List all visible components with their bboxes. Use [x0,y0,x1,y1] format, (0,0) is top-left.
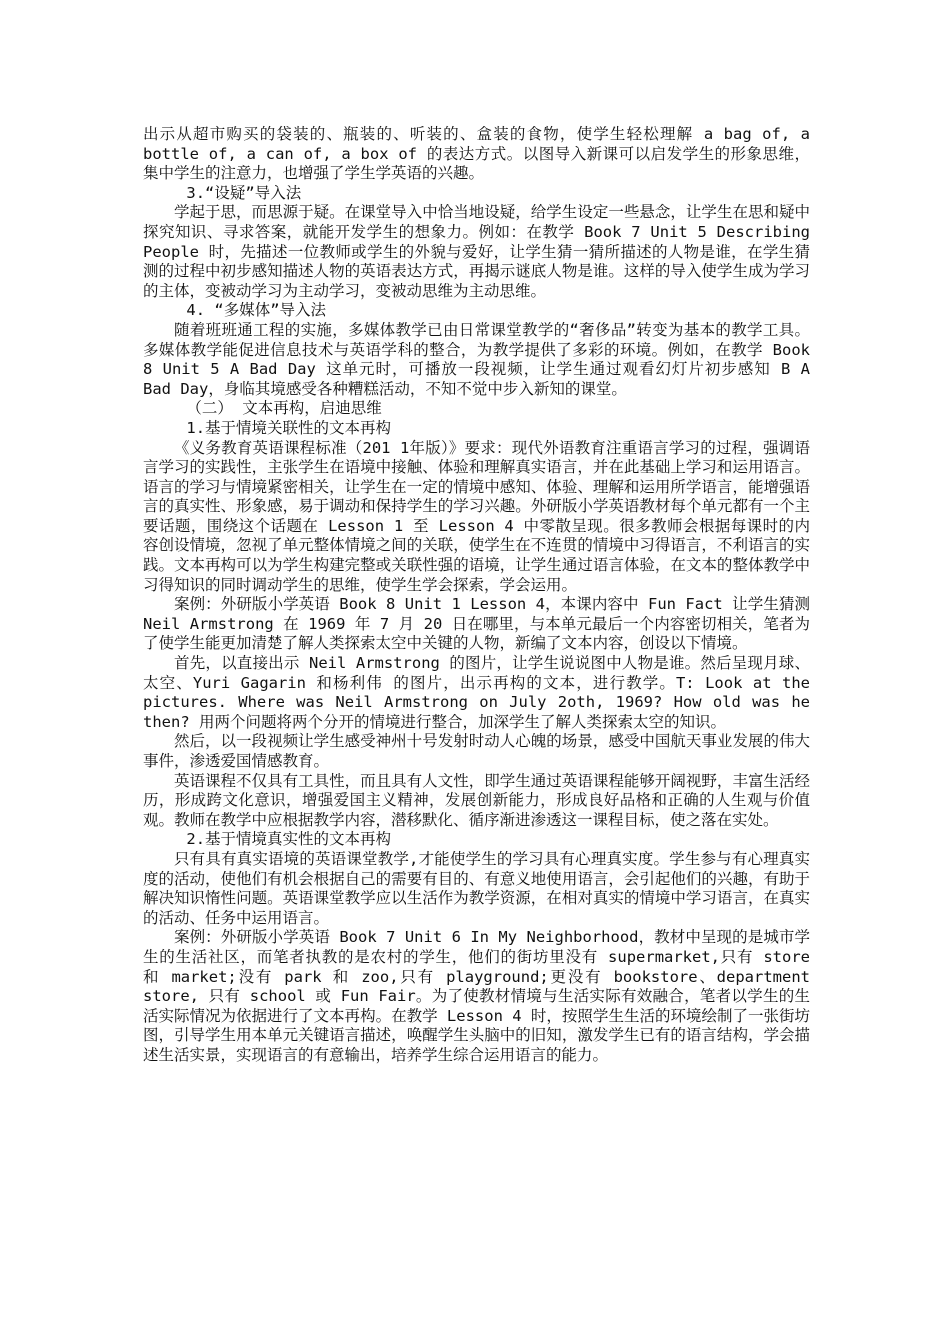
heading-context-relevance: 1.基于情境关联性的文本再构 [186,418,392,437]
heading-multimedia-method: 4. “多媒体”导入法 [186,301,327,320]
document-body [143,125,810,1066]
paragraph-authentic-context: 只有具有真实语境的英语课堂教学,才能使学生的学习具有心理真实度。学生参与有心理真实度的活动，使他们有机会根据自己的需要有目的、有意义地使用语言，会引起他们的兴趣，有助于解决知识惰性问题。英语课堂教学应以生活作为教学资源，在相对真实的情境中学习语言，在真实的活动、任务中运用语言。 [143,849,810,927]
heading-text-reconstruction: （二） 文本再构，启迪思维 [186,399,382,418]
paragraph-case-neighborhood: 案例：外研版小学英语 Book 7 Unit 6 In My Neighborhood，教材中呈现的是城市学生的生活社区，而笔者执教的是农村的学生，他们的街坊里没有 supermarket,只有 store 和 market;没有 park 和 zoo,只有 playground;更没有 bookstore、department store, 只有 school 或 Fun Fair。为了使教材情境与生活实际有效融合，笔者以学生的生活实际情况为依据进行了文本再构。在教学 Lesson 4 时，按照学生生活的环境绘制了一张街坊图，引导学生用本单元关键语言描述，唤醒学生头脑中的旧知，激发学生已有的语言结构，学会描述生活实景，实现语言的有意输出，培养学生综合运用语言的能力。 [143,928,810,1064]
paragraph-then-video: 然后，以一段视频让学生感受神州十号发射时动人心魄的场景，感受中国航天事业发展的伟大事件，渗透爱国情感教育。 [143,732,810,770]
paragraph-humanistic: 英语课程不仅具有工具性，而且具有人文性，即学生通过英语课程能够开阔视野，丰富生活经历，形成跨文化意识，增强爱国主义精神，发展创新能力，形成良好品格和正确的人生观与价值观。教师在教学中应根据教学内容，潜移默化、循序渐进渗透这一课程目标，使之落在实处。 [143,771,810,829]
heading-questioning-method: 3.“设疑”导入法 [186,183,302,202]
paragraph-first-step: 首先，以直接出示 Neil Armstrong 的图片，让学生说说图中人物是谁。然后呈现月球、太空、Yuri Gagarin 和杨利伟 的图片，出示再构的文本，进行教学。T: Look at the pictures. Where was Neil Armstrong on July 2oth, 1969? How old was he then? 用两个问题将两个分开的情境进行整合，加深学生了解人类探索太空的知识。 [143,654,810,731]
paragraph-intro-continued: 出示从超市购买的袋装的、瓶装的、听装的、盒装的食物，使学生轻松理解 a bag of, a bottle of, a can of, a box of 的表达方式。以图导入新课可以启发学生的形象思维，集中学生的注意力，也增强了学生学英语的兴趣。 [143,125,810,183]
heading-context-authenticity: 2.基于情境真实性的文本再构 [186,830,392,849]
paragraph-case-armstrong: 案例：外研版小学英语 Book 8 Unit 1 Lesson 4，本课内容中 Fun Fact 让学生猜测 Neil Armstrong 在 1969 年 7 月 20 日在哪里，与本单元最后一个内容密切相关，笔者为了使学生能更加清楚了解人类探索太空中关键的人物，新编了文本内容，创设以下情境。 [143,595,810,653]
paragraph-multimedia: 随着班班通工程的实施，多媒体教学已由日常课堂教学的“奢侈品”转变为基本的教学工具。多媒体教学能促进信息技术与英语学科的整合，为教学提供了多彩的环境。例如，在教学 Book 8 Unit 5 A Bad Day 这单元时，可播放一段视频，让学生通过观看幻灯片初步感知 B A Bad Day，身临其境感受各种糟糕活动，不知不觉中步入新知的课堂。 [143,320,810,398]
paragraph-curriculum-standard: 《义务教育英语课程标准（201 1年版）》要求：现代外语教育注重语言学习的过程，强调语言学习的实践性，主张学生在语境中接触、体验和理解真实语言，并在此基础上学习和运用语言。语言的学习与情境紧密相关，让学生在一定的情境中感知、体验、理解和运用所学语言，能增强语言的真实性、形象感，易于调动和保持学生的学习兴趣。外研版小学英语教材每个单元都有一个主要话题，围绕这个话题在 Lesson 1 至 Lesson 4 中零散呈现。很多教师会根据每课时的内容创设情境，忽视了单元整体情境之间的关联，使学生在不连贯的情境中习得语言，不利语言的实践。文本再构可以为学生构建完整或关联性强的语境，让学生通过语言体验，在文本的整体教学中习得知识的同时调动学生的思维，使学生学会探索，学会运用。 [143,438,810,594]
paragraph-questioning: 学起于思，而思源于疑。在课堂导入中恰当地设疑，给学生设定一些悬念，让学生在思和疑中探究知识、寻求答案，就能开发学生的想象力。例如：在教学 Book 7 Unit 5 Describing People 时，先描述一位教师或学生的外貌与爱好，让学生猜一猜所描述的人物是谁，在学生猜测的过程中初步感知描述人物的英语表达方式，再揭示谜底人物是谁。这样的导入使学生成为学习的主体，变被动学习为主动学习，变被动思维为主动思维。 [143,203,810,300]
